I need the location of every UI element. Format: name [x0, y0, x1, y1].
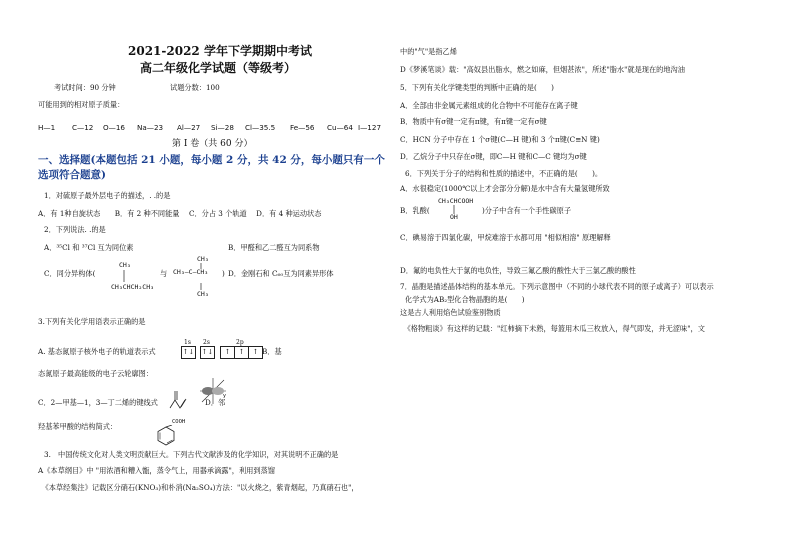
q3-option-b: B．基 [262, 347, 282, 356]
q2-option-d: D．金刚石和 C₆₀互为同素异形体 [228, 269, 334, 278]
q7-stem: 7．晶胞是描述晶体结构的基本单元。下列示意图中（不同的小球代表不同的原子或离子）可以表示 [400, 282, 714, 291]
q1-options: A．有 1种自旋状态 B．有 2 种不同能量 C．分占 3 个轨道 D．有 4 种运动状态 [38, 209, 322, 218]
q4-option-a: A《本草纲目》中 "用浓酒和糟入甑，蒸令气上，用器承滴露"，利用到蒸馏 [38, 466, 275, 475]
orbital-box-2p-2: ↑ [234, 346, 249, 359]
q6-option-b: B．乳酸( [400, 206, 430, 215]
svg-text:y: y [223, 393, 226, 399]
q6-lactic-struct-top: CH₃CHCOOH [438, 197, 474, 205]
q3-option-a: A. 基态氮原子核外电子的轨道表示式 [38, 347, 156, 356]
atomic-mass-cu: Cu—64 [327, 123, 353, 132]
q7-stem-line2: 化学式为AB₂型化合物晶胞的是( ) [405, 295, 525, 304]
atomic-mass-na: Na—23 [137, 123, 164, 132]
orbital-box-2p-1: ↑ [220, 346, 235, 359]
atomic-mass-h: H—1 [38, 123, 56, 132]
q2-struct1-top: CH₃ [119, 261, 131, 269]
atomic-mass-al: Al—27 [177, 123, 201, 132]
orbital-label-2s: 2s [203, 339, 210, 346]
q6-stem: 6．下列关于分子的结构和性质的描述中，不正确的是( )。 [405, 169, 603, 178]
atomic-mass-fe: Fe—56 [290, 123, 315, 132]
orbital-label-1s: 1s [184, 339, 191, 346]
q5-option-b: B．物质中有σ键一定有π键，有π键一定有σ键 [400, 117, 547, 126]
orbital-box-2p-3: ↑ [248, 346, 263, 359]
q4-stem: 3. 中国传统文化对人类文明贡献巨大。下列古代文献涉及的化学知识，对其说明不正确的是 [44, 450, 339, 459]
atomic-mass-i: I—127 [358, 123, 382, 132]
exam-title-line2: 高二年级化学试题（等级考） [140, 61, 297, 75]
q2-struct1-bottom: CH₃CHCH₂CH₃ [111, 283, 155, 291]
q1-stem: 1．对硫原子最外层电子的描述，. .的是 [44, 191, 171, 200]
exam-title-line1: 2021-2022 学年下学期期中考试 [128, 44, 312, 58]
q7-line4: 《格物粗谈》有这样的记载："红柿摘下未熟，每篮用木瓜三枚放入，得气即发，并无涩味"，文 [400, 324, 705, 333]
q3-line2: 态氮原子最高能级的电子云轮廓图： [38, 369, 154, 378]
q5-option-d: D．乙烷分子中只存在σ键，即C—H 键和C—C 键均为σ键 [400, 152, 587, 161]
exam-time: 考试时间：90 分钟 [54, 83, 116, 92]
q5-option-a: A．全部由非金属元素组成的化合物中不可能存在离子键 [400, 101, 578, 110]
benzene-ring-structure [155, 425, 177, 447]
juan-heading: 第 I 卷（共 60 分） [172, 139, 253, 149]
q2-struct2-top: CH₃ [197, 255, 209, 263]
q3-line4: 羟基苯甲酸的结构简式： [38, 422, 118, 431]
q2-option-c: C．同分异构体( [44, 269, 96, 278]
q6-lactic-struct-bottom: OH [450, 213, 458, 221]
q2-stem: 2．下列说法. .的是 [44, 225, 106, 234]
q2-option-c-mid: 与 [160, 269, 168, 278]
q3-cooh-label: COOH [172, 419, 186, 425]
q2-struct2-bottom: CH₃ [197, 290, 209, 298]
q6-option-b-post: )分子中含有一个手性碳原子 [482, 206, 572, 215]
orbital-box-2s: ↑↓ [200, 346, 215, 359]
atomic-mass-cl: Cl—35.5 [245, 123, 276, 132]
atomic-mass-si: Si—28 [211, 123, 234, 132]
q6-option-a: A．水很稳定(1000℃以上才会部分分解)是水中含有大量氢键所致 [400, 184, 610, 193]
atomic-mass-c: C—12 [72, 123, 94, 132]
r-option-d-mengxi: D《梦溪笔谈》载："高奴县出脂水，燃之如麻，但烟甚浓"，所述"脂水"就是现在的地沟油 [400, 65, 685, 74]
q2-struct1-bond [122, 270, 126, 282]
q6-option-d: D．氟的电负性大于氯的电负性，导致三氟乙酸的酸性大于三氯乙酸的酸性 [400, 266, 636, 275]
q5-option-c: C．HCN 分子中存在 1 个σ键(C—H 键)和 3 个π键(C≡N 键) [400, 135, 600, 144]
atomic-mass-label: 可能用到的相对原子质量： [38, 100, 125, 109]
orbital-box-1s: ↑↓ [181, 346, 196, 359]
q2-option-b: B．甲醛和乙二醛互为同系物 [228, 243, 320, 252]
r-line-ethylene: 中的"气"是指乙烯 [400, 47, 457, 56]
atomic-mass-o: O—16 [103, 123, 125, 132]
q3-stem: 3.下列有关化学用语表示正确的是 [38, 317, 146, 326]
q2-struct2-mid: CH₃—C—CH₃ [173, 268, 209, 276]
exam-score: 试题分数：100 [170, 83, 220, 92]
section1-heading-line1: 一、选择题(本题包括 21 小题，每小题 2 分，共 42 分，每小题只有一个 [38, 154, 385, 166]
q3-bond-line-structure [168, 386, 198, 412]
section1-heading-line2: 选项符合题意) [38, 169, 106, 181]
q3-option-c: C．2—甲基—1，3—丁二烯的键线式 [38, 398, 158, 407]
q3-option-d: D．邻 [205, 398, 226, 407]
q4-option-b: 《本草经集注》记载区分硝石(KNO₃)和朴消(Na₂SO₄)方法："以火烧之，紫青烟起，乃真硝石也"， [38, 483, 359, 492]
q6-option-c: C．碘易溶于四氯化碳，甲烷难溶于水都可用 "相似相溶" 原理解释 [400, 233, 611, 242]
q2-option-c-end: ) [222, 269, 225, 278]
q2-option-a: A．³⁵Cl 和 ³⁷Cl 互为同位素 [44, 243, 134, 252]
q7-line3: 这是古人利用焰色试验鉴别物质 [400, 308, 501, 317]
orbital-label-2p: 2p [236, 339, 244, 346]
q5-stem: 5．下列有关化学键类型的判断中正确的是( ) [400, 83, 554, 92]
